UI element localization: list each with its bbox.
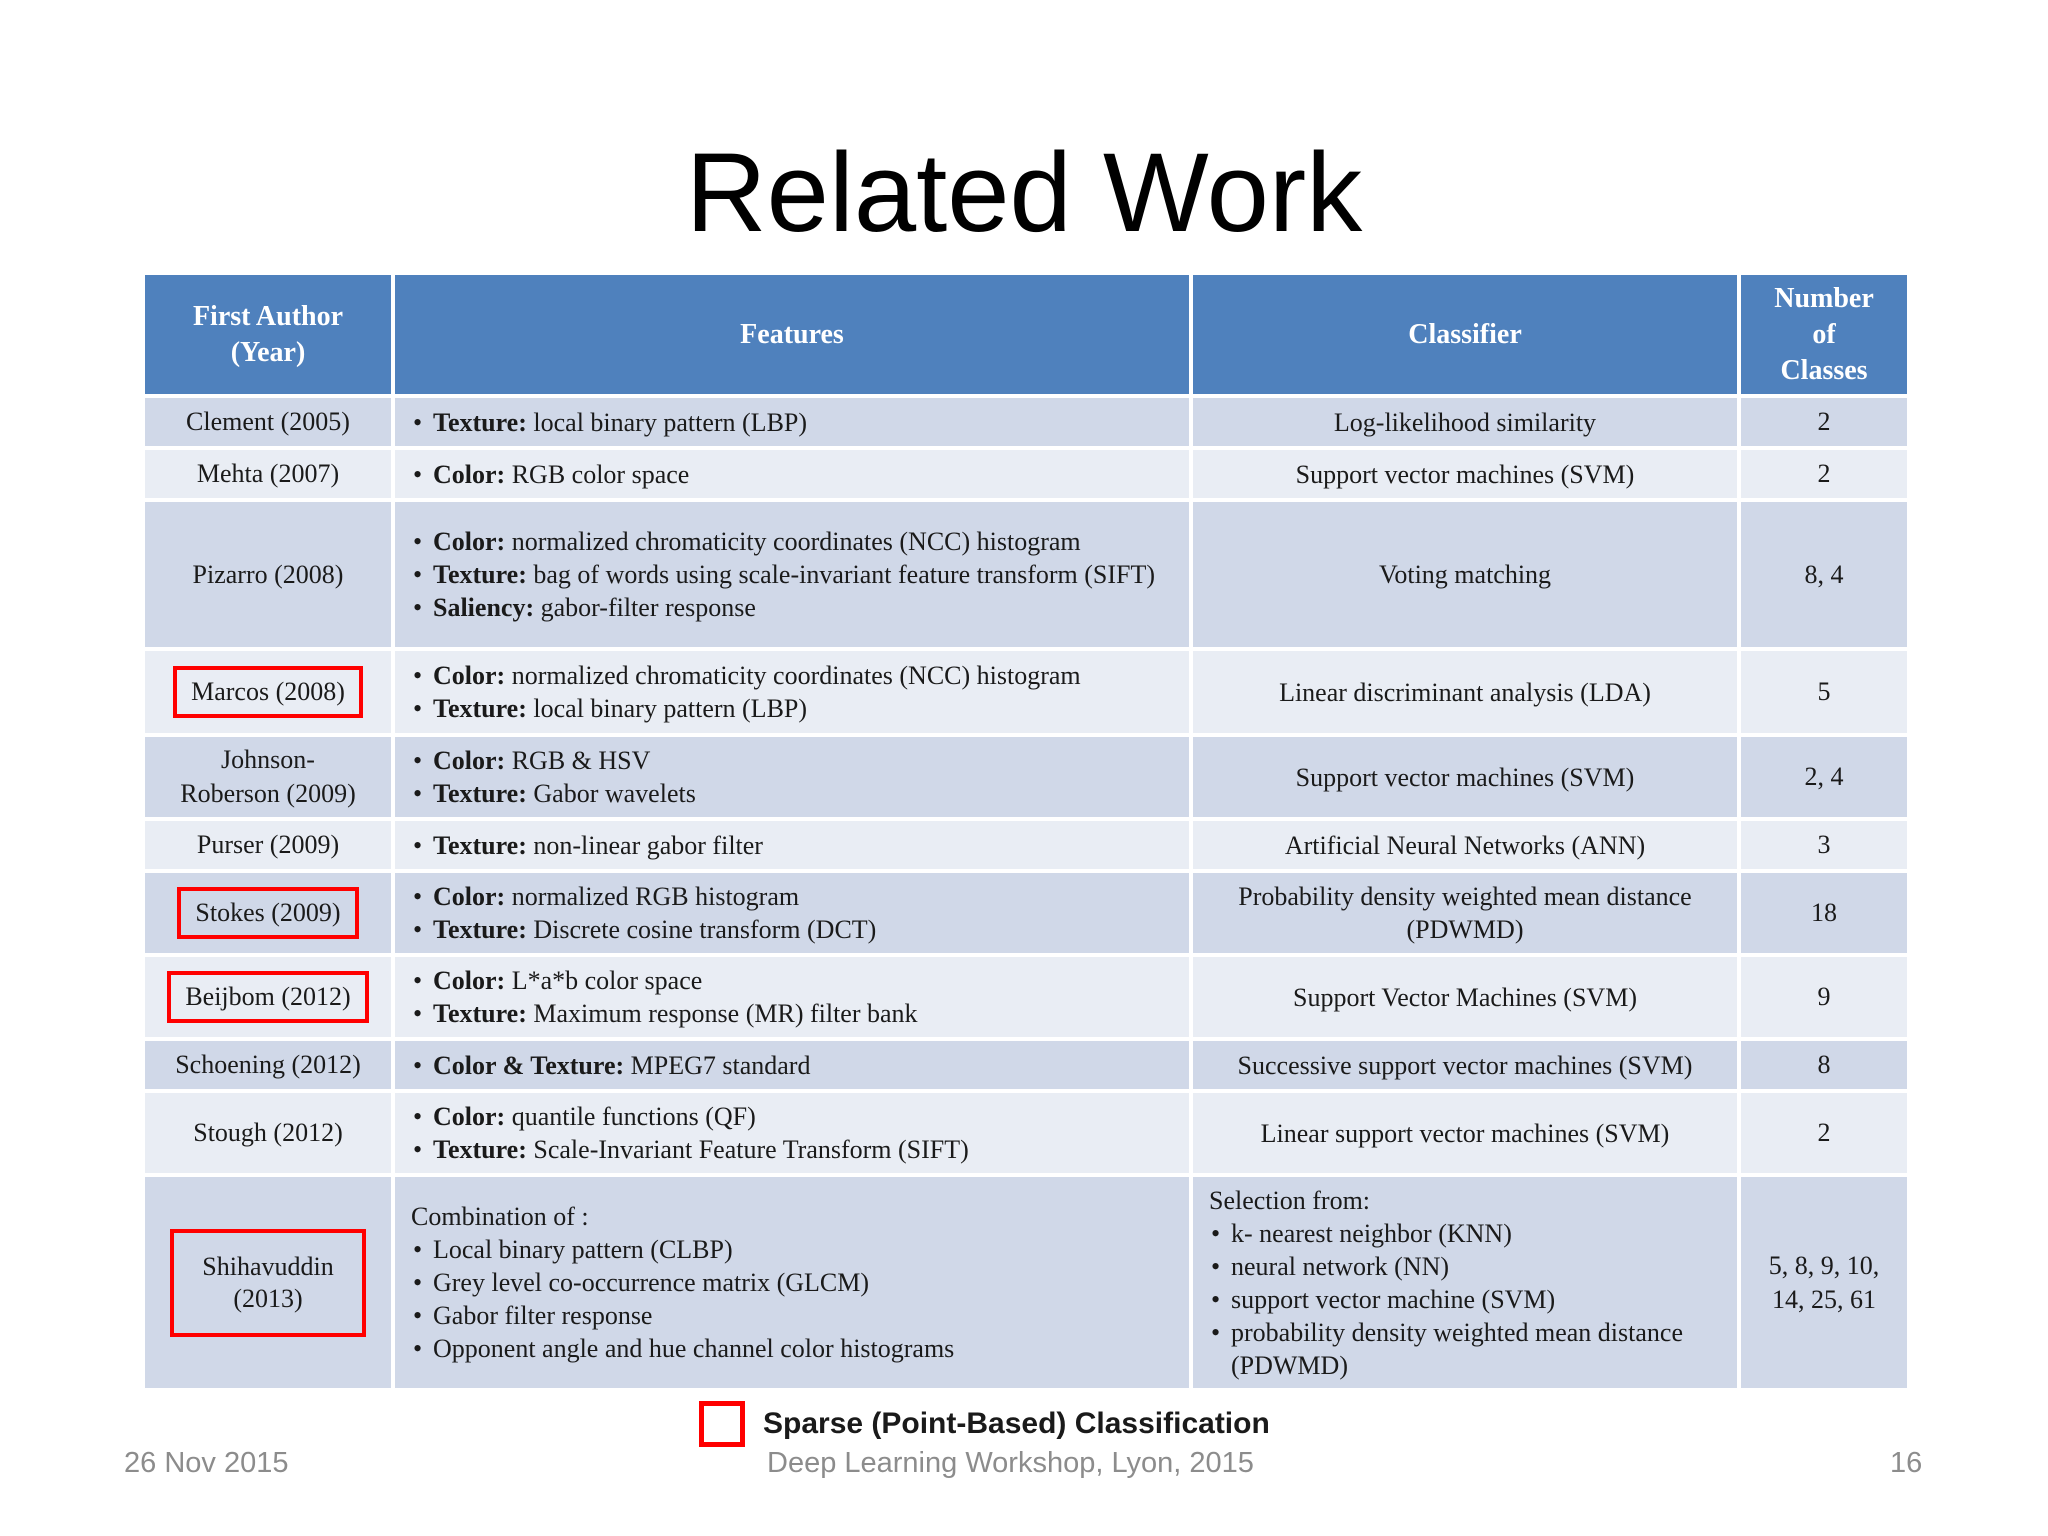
feature-item [411, 406, 1173, 439]
classifier-line1: Probability density weighted mean distance [1238, 882, 1692, 911]
related-work-table [141, 271, 1911, 1392]
feature-text: Discrete cosine transform (DCT) [526, 915, 877, 944]
header-num-line3: Classes [1780, 354, 1868, 386]
classes-cell: 8 [1739, 1039, 1909, 1091]
feature-label: Color: [433, 661, 506, 690]
feature-text: quantile functions (QF) [505, 1102, 756, 1131]
feature-label: Color: [433, 1102, 506, 1131]
feature-item [411, 1133, 1173, 1166]
feature-text: local binary pattern (LBP) [526, 407, 808, 437]
author-cell [143, 955, 393, 1039]
feature-label: Color & Texture: [433, 1050, 625, 1080]
feature-text: normalized chromaticity coordinates (NCC) histogram [505, 661, 1081, 690]
classes-cell: 5 [1739, 649, 1909, 735]
feature-text: Maximum response (MR) filter bank [526, 999, 918, 1028]
classes-cell: 2 [1739, 1091, 1909, 1175]
feature-label: Color: [433, 527, 506, 556]
author-cell [143, 735, 393, 819]
table-row [143, 1175, 1909, 1390]
author-cell [143, 1175, 393, 1390]
feature-text: normalized RGB histogram [505, 882, 800, 911]
feature-label: Saliency: [433, 593, 535, 622]
feature-item: • Opponent angle and hue channel color histograms [411, 1332, 1173, 1365]
feature-item [411, 744, 1173, 777]
features-intro: Combination of : [411, 1202, 589, 1231]
classes-line2: 14, 25, 61 [1772, 1284, 1876, 1314]
classes-line1: 5, 8, 9, 10, [1768, 1250, 1880, 1280]
feature-item [411, 591, 1173, 624]
classifier-line2: (PDWMD) [1406, 915, 1524, 944]
features-cell [393, 500, 1191, 649]
classifier-cell: Log-likelihood similarity [1191, 396, 1739, 448]
classifier-cell [1191, 1175, 1739, 1390]
feature-label: Texture: [433, 830, 527, 860]
feature-text: L*a*b color space [505, 966, 703, 995]
classes-cell: 3 [1739, 819, 1909, 871]
features-cell [393, 871, 1191, 955]
classifier-cell: Support vector machines (SVM) [1191, 735, 1739, 819]
feature-text: non-linear gabor filter [526, 830, 763, 860]
header-first-author [143, 273, 393, 396]
feature-item [411, 525, 1173, 558]
feature-item [411, 777, 1173, 810]
classifier-item: • k- nearest neighbor (KNN) [1209, 1217, 1721, 1250]
classes-cell [1739, 1175, 1909, 1390]
feature-text: Gabor wavelets [526, 779, 696, 808]
legend-label: Sparse (Point-Based) Classification [763, 1407, 1270, 1440]
classifier-item: • support vector machine (SVM) [1209, 1283, 1721, 1316]
table-row [143, 448, 1909, 500]
feature-label: Texture: [433, 407, 527, 437]
table-row [143, 500, 1909, 649]
classes-cell: 2 [1739, 396, 1909, 448]
feature-item [411, 1049, 1173, 1082]
author-line2: (2013) [233, 1283, 303, 1313]
feature-item [411, 829, 1173, 862]
features-cell [393, 448, 1191, 500]
features-cell [393, 1039, 1191, 1091]
author-cell: Pizarro (2008) [143, 500, 393, 649]
sparse-classification-highlight: Beijbom (2012) [167, 971, 368, 1023]
author-line1: Johnson- [221, 745, 315, 774]
feature-label: Color: [433, 459, 506, 489]
feature-item: • Local binary pattern (CLBP) [411, 1233, 1173, 1266]
feature-item [411, 659, 1173, 692]
footer-event: Deep Learning Workshop, Lyon, 2015 [767, 1447, 1254, 1479]
classifier-cell: Support vector machines (SVM) [1191, 448, 1739, 500]
author-cell: Stough (2012) [143, 1091, 393, 1175]
feature-text: normalized chromaticity coordinates (NCC) histogram [505, 527, 1081, 556]
classes-cell: 9 [1739, 955, 1909, 1039]
classifier-cell: Artificial Neural Networks (ANN) [1191, 819, 1739, 871]
classes-cell: 2, 4 [1739, 735, 1909, 819]
classifier-cell [1191, 871, 1739, 955]
table-row [143, 396, 1909, 448]
page-number: 16 [1890, 1447, 1923, 1479]
feature-text: local binary pattern (LBP) [526, 694, 808, 723]
classifier-cell: Voting matching [1191, 500, 1739, 649]
classes-cell: 8, 4 [1739, 500, 1909, 649]
footer-date: 26 Nov 2015 [124, 1447, 289, 1479]
author-cell: Schoening (2012) [143, 1039, 393, 1091]
feature-item [411, 913, 1173, 946]
sparse-classification-highlight: Stokes (2009) [177, 887, 358, 939]
feature-item [411, 880, 1173, 913]
feature-label: Texture: [433, 694, 527, 723]
feature-item [411, 558, 1173, 591]
table-row [143, 1039, 1909, 1091]
feature-label: Texture: [433, 999, 527, 1028]
feature-label: Color: [433, 966, 506, 995]
feature-text: gabor-filter response [534, 593, 756, 622]
author-cell [143, 871, 393, 955]
sparse-classification-highlight [170, 1229, 365, 1337]
feature-item [411, 997, 1173, 1030]
classes-cell: 2 [1739, 448, 1909, 500]
table-row [143, 735, 1909, 819]
features-cell [393, 735, 1191, 819]
header-features: Features [393, 273, 1191, 396]
author-cell: Mehta (2007) [143, 448, 393, 500]
header-classifier: Classifier [1191, 273, 1739, 396]
feature-text: bag of words using scale-invariant feature transform (SIFT) [526, 560, 1156, 589]
feature-item [411, 692, 1173, 725]
author-cell: Purser (2009) [143, 819, 393, 871]
sparse-classification-highlight: Marcos (2008) [173, 666, 363, 718]
table-row [143, 819, 1909, 871]
feature-text: RGB color space [505, 459, 690, 489]
table-row [143, 1091, 1909, 1175]
table-row [143, 871, 1909, 955]
author-line1: Shihavuddin [202, 1251, 334, 1281]
feature-label: Texture: [433, 1135, 527, 1164]
feature-label: Color: [433, 882, 506, 911]
features-cell [393, 819, 1191, 871]
feature-text: MPEG7 standard [624, 1050, 811, 1080]
feature-item [411, 1100, 1173, 1133]
features-cell [393, 955, 1191, 1039]
feature-item: • Grey level co-occurrence matrix (GLCM) [411, 1266, 1173, 1299]
legend [699, 1401, 1270, 1447]
classifier-cell: Linear discriminant analysis (LDA) [1191, 649, 1739, 735]
feature-label: Texture: [433, 779, 527, 808]
header-num-line2: of [1812, 318, 1836, 350]
classifier-intro: Selection from: [1209, 1185, 1371, 1215]
feature-label: Texture: [433, 915, 527, 944]
header-author-line1: First Author [192, 300, 344, 332]
classes-cell: 18 [1739, 871, 1909, 955]
author-line2: Roberson (2009) [180, 779, 356, 808]
features-cell [393, 649, 1191, 735]
author-cell [143, 649, 393, 735]
features-cell [393, 1175, 1191, 1390]
feature-label: Texture: [433, 560, 527, 589]
author-cell: Clement (2005) [143, 396, 393, 448]
table-row [143, 649, 1909, 735]
header-number-of-classes [1739, 273, 1909, 396]
features-cell [393, 1091, 1191, 1175]
features-cell [393, 396, 1191, 448]
classifier-cell: Linear support vector machines (SVM) [1191, 1091, 1739, 1175]
feature-text: RGB & HSV [505, 746, 651, 775]
classifier-cell: Successive support vector machines (SVM) [1191, 1039, 1739, 1091]
feature-item [411, 964, 1173, 997]
slide-title: Related Work [685, 130, 1363, 255]
feature-text: Scale-Invariant Feature Transform (SIFT) [526, 1135, 969, 1164]
classifier-cell: Support Vector Machines (SVM) [1191, 955, 1739, 1039]
header-num-line1: Number [1774, 282, 1874, 314]
feature-item [411, 458, 1173, 491]
classifier-item: • probability density weighted mean distance (PDWMD) [1209, 1316, 1721, 1382]
feature-item: • Gabor filter response [411, 1299, 1173, 1332]
legend-red-box-icon [699, 1401, 745, 1447]
table-row [143, 955, 1909, 1039]
classifier-item: • neural network (NN) [1209, 1250, 1721, 1283]
header-author-line2: (Year) [230, 336, 306, 368]
feature-label: Color: [433, 746, 506, 775]
